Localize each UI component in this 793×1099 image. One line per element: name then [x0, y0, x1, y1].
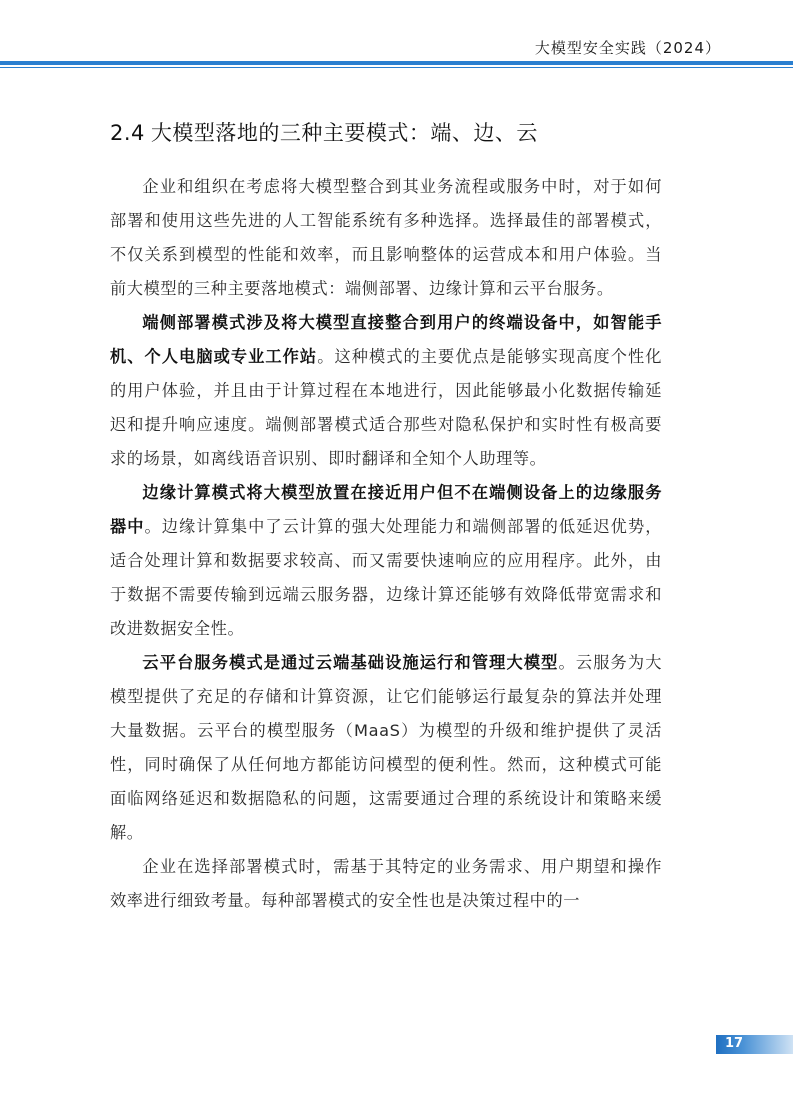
- paragraph-cloud: [110, 646, 662, 850]
- page-number: 17: [725, 1036, 744, 1051]
- section-title: [110, 117, 538, 147]
- paragraph-text: 企业和组织在考虑将大模型整合到其业务流程或服务中时，对于如何部署和使用这些先进的人工智能系统有多种选择。选择最佳的部署模式，不仅关系到模型的性能和效率，而且影响整体的运营成本和用户体验。当前大模型的三种主要落地模式：端侧部署、边缘计算和云平台服务。: [110, 177, 662, 298]
- section-title-text: 大模型落地的三种主要模式：端、边、云: [150, 121, 538, 145]
- paragraph-text: 。这种模式的主要优点是能够实现高度个性化的用户体验，并且由于计算过程在本地进行，因此能够最小化数据传输延迟和提升响应速度。端侧部署模式适合那些对隐私保护和实时性有极高要求的场景，如离线语音识别、即时翻译和全知个人助理等。: [110, 347, 663, 468]
- paragraph-text: 。云服务为大模型提供了充足的存储和计算资源，让它们能够运行最复杂的算法并处理大量数据。云平台的模型服务（MaaS）为模型的升级和维护提供了灵活性，同时确保了从任何地方都能访问模型的便利性。然而，这种模式可能面临网络延迟和数据隐私的问题，这需要通过合理的系统设计和策略来缓解。: [110, 653, 662, 842]
- paragraph-conclusion: [110, 850, 662, 918]
- paragraph-intro: [110, 170, 662, 306]
- paragraph-edge-computing: [110, 476, 662, 646]
- header-rule: [0, 61, 793, 65]
- body-text: [110, 170, 662, 918]
- paragraph-lead: 云平台服务模式是通过云端基础设施运行和管理大模型: [142, 653, 559, 672]
- paragraph-lead: 端侧部署模式涉及将大模型直接整合到用户的终端设备中，如智能手机、个人电脑或专业工作站: [110, 313, 662, 366]
- paragraph-text: 企业在选择部署模式时，需基于其特定的业务需求、用户期望和操作效率进行细致考量。每种部署模式的安全性也是决策过程中的一: [110, 857, 662, 910]
- header-rule-thin: [0, 67, 793, 68]
- paragraph-edge-device: [110, 306, 662, 476]
- paragraph-text: 。边缘计算集中了云计算的强大处理能力和端侧部署的低延迟优势，适合处理计算和数据要求较高、而又需要快速响应的应用程序。此外，由于数据不需要传输到远端云服务器，边缘计算还能够有效降低带宽需求和改进数据安全性。: [110, 517, 662, 638]
- page-number-badge: [716, 1035, 793, 1054]
- section-number: 2.4: [110, 121, 145, 145]
- header-title: 大模型安全实践（2024）: [534, 39, 721, 57]
- paragraph-lead: 边缘计算模式将大模型放置在接近用户但不在端侧设备上的边缘服务器中: [110, 483, 662, 536]
